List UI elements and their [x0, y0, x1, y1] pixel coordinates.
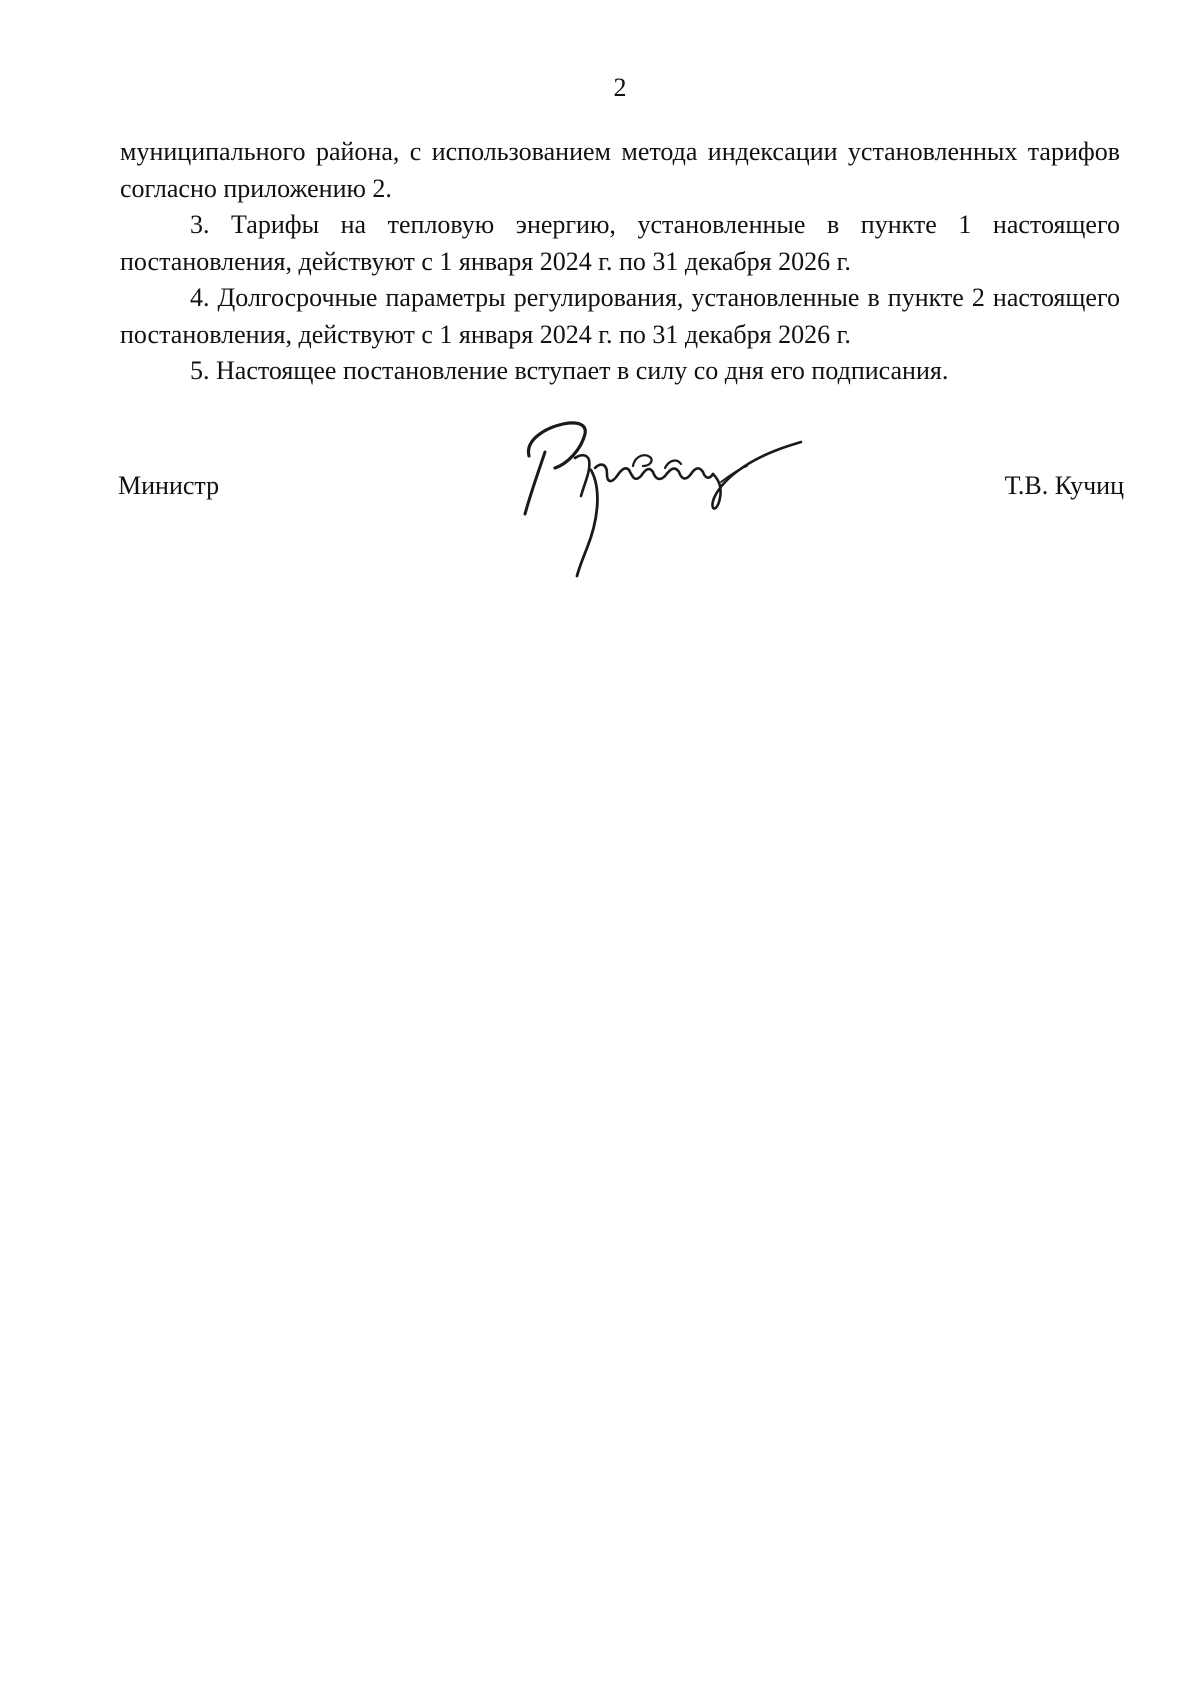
paragraph-continuation: муниципального района, с использованием метода индексации установленных тарифов согласно приложению 2.	[120, 137, 1120, 203]
page-number: 2	[613, 73, 627, 102]
paragraph-item-4: 4. Долгосрочные параметры регулирования, установленные в пункте 2 настоящего постановления, действуют с 1 января 2024 г. по 31 декабря 2026 г.	[120, 283, 1120, 349]
signature-icon	[515, 418, 805, 578]
signer-name: Т.В. Кучиц	[1004, 471, 1124, 500]
paragraph-item-3: 3. Тарифы на тепловую энергию, установленные в пункте 1 настоящего постановления, действуют с 1 января 2024 г. по 31 декабря 2026 г.	[120, 210, 1120, 276]
handwritten-signature	[515, 418, 805, 578]
paragraph-item-5: 5. Настоящее постановление вступает в силу со дня его подписания.	[190, 356, 949, 385]
document-body	[120, 134, 1120, 390]
signer-position: Министр	[118, 471, 220, 500]
